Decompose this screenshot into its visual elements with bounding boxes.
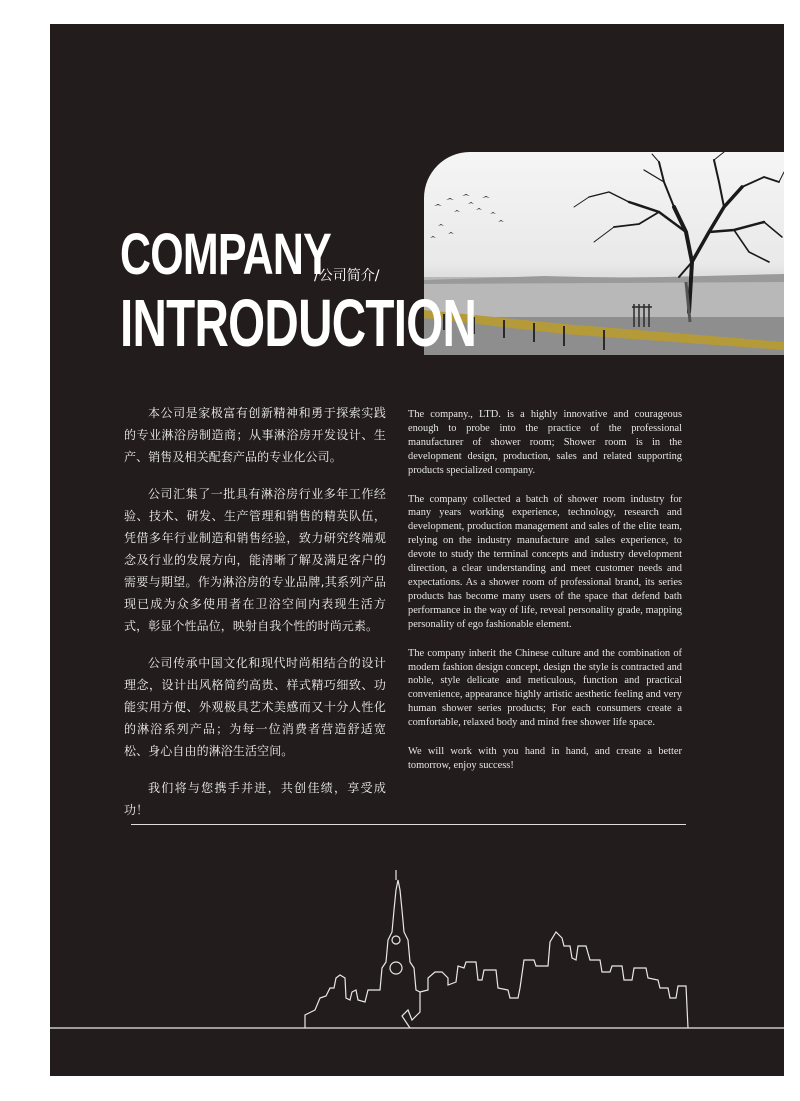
en-paragraph: The company collected a batch of shower room industry for many years working experience, technology, research and development, production management and sales of the elite team, relying on the industry manufacture and sales experience, to devote to study the terminal concepts and industry development direction, a clear understanding and meet customer needs and expectations. As a shower room of professional brand, its series products has become many users of the space that defend bath performance in the way of life, reveal personality grade, mapping personality of ego fashionable element. bbox=[408, 493, 682, 630]
english-body bbox=[408, 408, 682, 788]
cn-paragraph: 本公司是家极富有创新精神和勇于探索实践的专业淋浴房制造商；从事淋浴房开发设计、生产、销售及相关配套产品的专业化公司。 bbox=[124, 406, 386, 464]
en-paragraph: The company inherit the Chinese culture and the combination of modern fashion design concept, design the style is contracted and noble, style delicate and meticulous, function and practical convenience, appearance highly artistic aesthetic feeling and very human shower series products; For each consumers create a comfortable, relaxed body and mind free shower life space. bbox=[408, 647, 682, 729]
lake-tree-pier-image bbox=[424, 152, 784, 355]
city-skyline-line-art bbox=[50, 870, 784, 1040]
cn-paragraph: 公司传承中国文化和现代时尚相结合的设计理念，设计出风格简约高贵、样式精巧细致、功能实用方便、外观极具艺术美感而又十分人性化的淋浴系列产品；为每一位消费者营造舒适宽松、身心自由的淋浴生活空间。 bbox=[124, 656, 386, 758]
cn-paragraph: 公司汇集了一批具有淋浴房行业多年工作经验、技术、研发、生产管理和销售的精英队伍，凭借多年行业制造和销售经验，致力研究终端观念及行业的发展方向，能清晰了解及满足客户的需要与期望。作为淋浴房的专业品牌,其系列产品现已成为众多使用者在卫浴空间内表现生活方式，彰显个性品位，映射自我个性的时尚元素。 bbox=[124, 487, 386, 633]
chinese-body bbox=[124, 402, 386, 836]
hero-photo bbox=[424, 152, 784, 355]
title-introduction: INTRODUCTION bbox=[120, 286, 477, 361]
cn-paragraph: 我们将与您携手并进，共创佳绩，享受成功！ bbox=[124, 781, 386, 817]
title-company: COMPANY bbox=[120, 222, 332, 287]
divider bbox=[131, 824, 686, 825]
en-paragraph: The company., LTD. is a highly innovative and courageous enough to probe into the practice of the professional manufacturer of shower room; Shower room is in the development design, production, sales and related supporting products specialized company. bbox=[408, 409, 682, 476]
subtitle-chinese: /公司简介/ bbox=[314, 268, 380, 284]
en-paragraph: We will work with you hand in hand, and create a better tomorrow, enjoy success! bbox=[408, 746, 682, 771]
